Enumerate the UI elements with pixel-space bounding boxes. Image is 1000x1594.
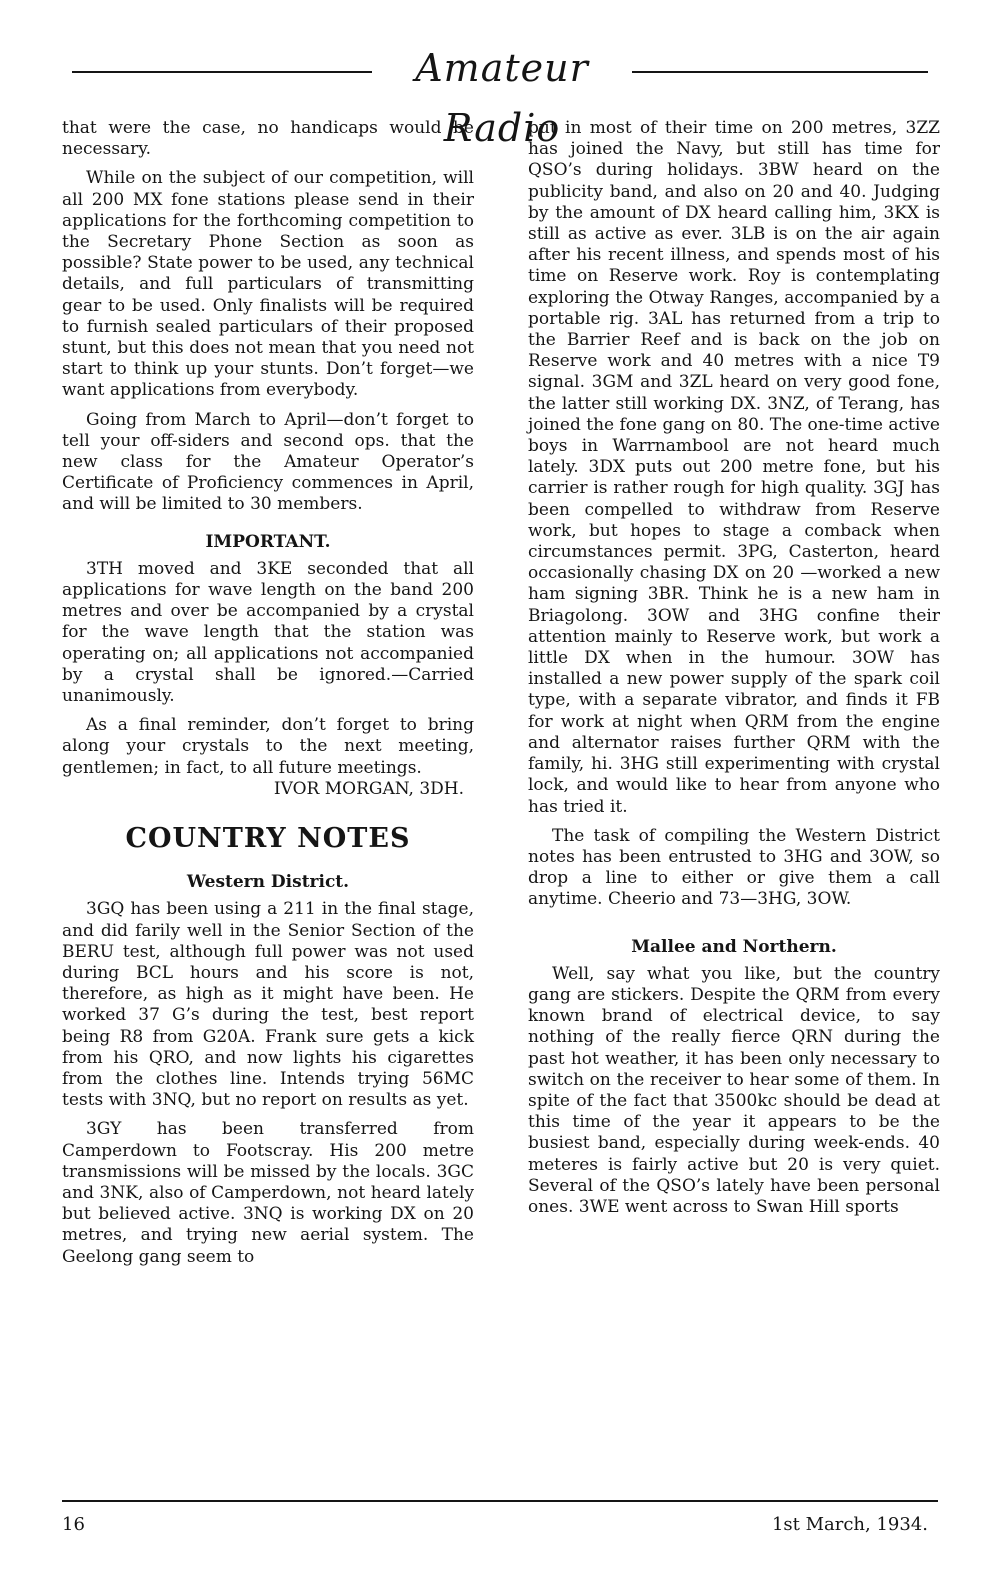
header-rule-right xyxy=(632,71,928,73)
issue-date: 1st March, 1934. xyxy=(771,1514,928,1535)
paragraph: As a final reminder, don’t forget to bring along your crystals to the next meeting, gentlemen; in fact, to all future meetings. xyxy=(62,715,474,778)
right-column xyxy=(528,118,940,1218)
paragraph: 3GY has been transferred from Camperdown to Footscray. His 200 metre transmissions will be missed by the locals. 3GC and 3NK, also of Camperdown, not heard lately but believed active. 3NQ is working DX on 20 metres, and trying new aerial system. The Geelong gang seem to xyxy=(62,1119,474,1267)
subsection-title: Mallee and Northern. xyxy=(631,936,837,957)
page-number: 16 xyxy=(62,1514,85,1535)
paragraph: Going from March to April—don’t forget to tell your off-siders and second ops. that the new class for the Amateur Operator’s Certificate of Proficiency commences in April, and will be limited to 30 members. xyxy=(62,409,474,515)
paragraph: Well, say what you like, but the country gang are stickers. Despite the QRM from every known brand of electrical device, to say nothing of the really fierce QRN during the past hot weather, it has been only necessary to switch on the receiver to hear some of them. In spite of the fact that 3500kc should be dead at this time of the year it appears to be the busiest band, especially during week-ends. 40 meteres is fairly active but 20 is very quiet. Several of the QSO’s lately have been personal ones. 3WE went across to Swan Hill sports xyxy=(528,963,940,1217)
paragraph: that were the case, no handicaps would be necessary. xyxy=(62,118,474,160)
header-rule-left xyxy=(72,71,372,73)
subsection-title: Western District. xyxy=(186,872,350,893)
important-heading: IMPORTANT. xyxy=(205,531,331,552)
paragraph: put in most of their time on 200 metres, 3ZZ has joined the Navy, but still has time for QSO’s during holidays. 3BW heard on the publicity band, and also on 20 and 40. Judging by the amount of DX heard calling him, 3KX is still as active as ever. 3LB is on the air again after his recent illness, and spends most of his time on Reserve work. Roy is contemplating exploring the Otway Ranges, accompanied by a portable rig. 3AL has returned from a trip to the Barrier Reef and is back on the job on Reserve work and 40 metres with a nice T9 signal. 3GM and 3ZL heard on very good fone, the latter still working DX. 3NZ, of Terang, has joined the fone gang on 80. The one-time active boys in Warrnambool are not heard much lately. 3DX puts out 200 metre fone, but his carrier is rather rough for high quality. 3GJ has been compelled to withdraw from Reserve work, but hopes to stage a comback when circumstances permit. 3PG, Casterton, heard occasionally chasing DX on 20 —worked a new ham signing 3BR. Think he is a new ham in Briagolong. 3OW and 3HG confine their attention mainly to Reserve work, but work a little DX when in the humour. 3OW has installed a new power supply of the spark coil type, with a separate vibrator, and finds it FB for work at night when QRM from the engine and alternator raises further QRM with the family, hi. 3HG still experimenting with crystal lock, and would like to hear from anyone who has tried it. xyxy=(528,118,940,817)
left-column xyxy=(62,118,474,1268)
author-signature: IVOR MORGAN, 3DH. xyxy=(273,778,464,799)
paragraph: 3TH moved and 3KE seconded that all applications for wave length on the band 200 metres and over be accompanied by a crystal for the wave length that the station was operating on; all applications not accompanied by a crystal shall be ignored.—Carried unanimously. xyxy=(62,558,474,707)
masthead-title: Amateur Radio xyxy=(415,46,589,150)
section-title: COUNTRY NOTES xyxy=(125,823,411,855)
paragraph: The task of compiling the Western District notes has been entrusted to 3HG and 3OW, so drop a line to either or give them a call anytime. Cheerio and 73—3HG, 3OW. xyxy=(528,825,940,910)
footer-rule xyxy=(62,1500,938,1502)
paragraph: 3GQ has been using a 211 in the final stage, and did farily well in the Senior Section of the BERU test, although full power was not used during BCL hours and his score is not, therefore, as high as it might have been. He worked 37 G’s during the test, best report being R8 from G20A. Frank sure gets a kick from his QRO, and now lights his cigarettes from the clothes line. Intends trying 56MC tests with 3NQ, but no report on results as yet. xyxy=(62,899,474,1111)
paragraph: While on the subject of our competition, will all 200 MX fone stations please send in their applications for the forthcoming competition to the Secretary Phone Section as soon as possible? State power to be used, any technical details, and full particulars of transmitting gear to be used. Only finalists will be required to furnish sealed particulars of their proposed stunt, but this does not mean that you need not start to think up your stunts. Don’t forget—we want applications from everybody. xyxy=(62,168,474,401)
